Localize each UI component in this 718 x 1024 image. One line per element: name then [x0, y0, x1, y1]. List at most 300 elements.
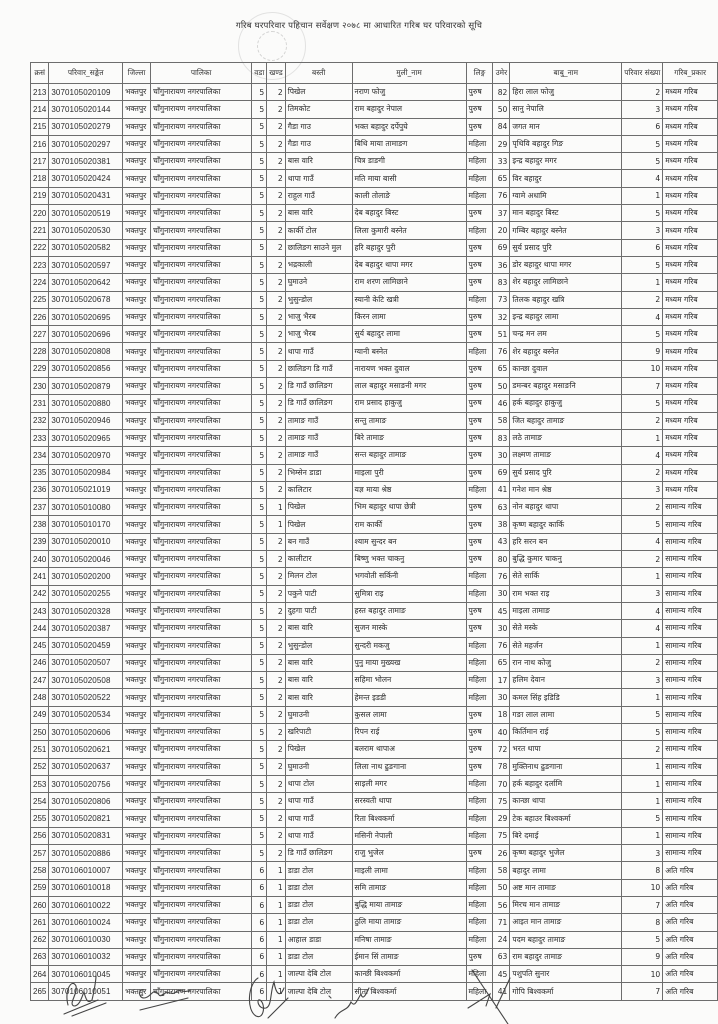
cell-head-name: हस्त बहादुर तामाङ [352, 602, 466, 619]
cell-district: भक्तपुर [123, 914, 151, 931]
cell-family-size: 2 [622, 654, 663, 671]
cell-ward: 5 [252, 516, 267, 533]
cell-poverty-type: मध्यम गरिब [663, 187, 718, 204]
cell-gender: महिला [466, 931, 493, 948]
cell-family-size: 7 [622, 378, 663, 395]
cell-head-name: रिपन राई [352, 723, 466, 740]
cell-ward: 6 [252, 879, 267, 896]
cell-family-size: 5 [622, 326, 663, 343]
cell-poverty-type: अति गरिब [663, 862, 718, 879]
cell-family-size: 1 [622, 429, 663, 446]
cell-household-code: 3070105020519 [49, 205, 123, 222]
cell-household-code: 3070105020621 [49, 741, 123, 758]
cell-settlement: पिखेल [285, 499, 352, 516]
cell-municipality: चाँगुनारायण नगरपालिका [151, 810, 252, 827]
cell-block: 2 [267, 101, 286, 118]
cell-serial: 243 [31, 602, 49, 619]
cell-household-code: 3070105020886 [49, 845, 123, 862]
cell-municipality: चाँगुनारायण नगरपालिका [151, 948, 252, 965]
cell-district: भक्तपुर [123, 845, 151, 862]
cell-gender: महिला [466, 810, 493, 827]
cell-father-name: बहादुर लामा [510, 862, 622, 879]
cell-block: 2 [267, 810, 286, 827]
cell-settlement: डाडा टोल [285, 914, 352, 931]
cell-settlement: भुसुन्डोल [285, 637, 352, 654]
cell-settlement: गैडा गाउ [285, 135, 352, 152]
cell-age: 41 [493, 481, 510, 498]
cell-father-name: कान्छा थापा [510, 793, 622, 810]
household-table [30, 62, 718, 1001]
cell-gender: महिला [466, 914, 493, 931]
cell-district: भक्तपुर [123, 447, 151, 464]
cell-father-name: सेते मस्के [510, 620, 622, 637]
cell-age: 76 [493, 568, 510, 585]
cell-settlement: डि गाउँ छालिङग [285, 378, 352, 395]
cell-gender: महिला [466, 481, 493, 498]
cell-age: 73 [493, 291, 510, 308]
cell-serial: 219 [31, 187, 49, 204]
cell-district: भक्तपुर [123, 723, 151, 740]
cell-head-name: समि तामाङ [352, 879, 466, 896]
cell-district: भक्तपुर [123, 585, 151, 602]
cell-father-name: कमल सिंह इडिडि [510, 689, 622, 706]
cell-ward: 5 [252, 845, 267, 862]
cell-ward: 5 [252, 205, 267, 222]
cell-municipality: चाँगुनारायण नगरपालिका [151, 170, 252, 187]
cell-block: 2 [267, 568, 286, 585]
cell-district: भक्तपुर [123, 101, 151, 118]
cell-block: 2 [267, 291, 286, 308]
cell-ward: 6 [252, 914, 267, 931]
cell-gender: पुरुष [466, 378, 493, 395]
cell-ward: 5 [252, 378, 267, 395]
cell-settlement: तामाङ गाउँ [285, 447, 352, 464]
table-header-row [31, 63, 718, 84]
cell-age: 17 [493, 672, 510, 689]
cell-block: 2 [267, 360, 286, 377]
cell-serial: 233 [31, 429, 49, 446]
cell-serial: 239 [31, 533, 49, 550]
cell-head-name: राम प्रसाद हाकुजु [352, 395, 466, 412]
cell-district: भक्तपुर [123, 931, 151, 948]
cell-father-name: ग्वामे अधामि [510, 187, 622, 204]
cell-municipality: चाँगुनारायण नगरपालिका [151, 378, 252, 395]
table-row [31, 793, 718, 810]
cell-district: भक्तपुर [123, 862, 151, 879]
table-row [31, 879, 718, 896]
cell-head-name: पुनु माया मुख्यख [352, 654, 466, 671]
cell-age: 20 [493, 222, 510, 239]
table-row [31, 343, 718, 360]
cell-gender: पुरुष [466, 741, 493, 758]
cell-head-name: लिला कुमारी बस्नेत [352, 222, 466, 239]
cell-family-size: 6 [622, 118, 663, 135]
cell-district: भक्तपुर [123, 395, 151, 412]
cell-ward: 5 [252, 810, 267, 827]
cell-father-name: हर्क बहादुर दर्लामि [510, 775, 622, 792]
cell-household-code: 3070105020946 [49, 412, 123, 429]
cell-age: 65 [493, 170, 510, 187]
cell-age: 80 [493, 551, 510, 568]
cell-family-size: 2 [622, 412, 663, 429]
cell-block: 2 [267, 845, 286, 862]
cell-settlement: जाल्पा देबि टोल [285, 983, 352, 1000]
table-row [31, 118, 718, 135]
cell-ward: 5 [252, 481, 267, 498]
cell-settlement: बास वारि [285, 153, 352, 170]
cell-father-name: गनेश मान श्रेष्ठ [510, 481, 622, 498]
cell-father-name: जगत मान [510, 118, 622, 135]
cell-serial: 262 [31, 931, 49, 948]
cell-municipality: चाँगुनारायण नगरपालिका [151, 620, 252, 637]
cell-block: 2 [267, 308, 286, 325]
cell-municipality: चाँगुनारायण नगरपालिका [151, 516, 252, 533]
cell-ward: 5 [252, 585, 267, 602]
cell-municipality: चाँगुनारायण नगरपालिका [151, 274, 252, 291]
cell-ward: 5 [252, 256, 267, 273]
cell-ward: 5 [252, 689, 267, 706]
cell-settlement: भद्रकाली [285, 256, 352, 273]
cell-municipality: चाँगुनारायण नगरपालिका [151, 793, 252, 810]
cell-settlement: थापा गाउँ [285, 827, 352, 844]
cell-gender: पुरुष [466, 758, 493, 775]
cell-father-name: सानु नेपालि [510, 101, 622, 118]
cell-head-name: लिला नाथ ढुङगाना [352, 758, 466, 775]
cell-settlement: बास वारि [285, 672, 352, 689]
cell-ward: 5 [252, 84, 267, 101]
cell-district: भक्तपुर [123, 239, 151, 256]
cell-head-name: देब बहादुर बिस्ट [352, 205, 466, 222]
cell-gender: पुरुष [466, 101, 493, 118]
cell-municipality: चाँगुनारायण नगरपालिका [151, 551, 252, 568]
cell-district: भक्तपुर [123, 827, 151, 844]
cell-father-name: मान बहादुर बिस्ट [510, 205, 622, 222]
table-row [31, 378, 718, 395]
cell-poverty-type: मध्यम गरिब [663, 308, 718, 325]
cell-age: 30 [493, 620, 510, 637]
cell-father-name: गङा लाल लामा [510, 706, 622, 723]
cell-age: 43 [493, 533, 510, 550]
cell-age: 30 [493, 585, 510, 602]
cell-age: 84 [493, 118, 510, 135]
table-row [31, 551, 718, 568]
cell-household-code: 3070105020387 [49, 620, 123, 637]
cell-district: भक्तपुर [123, 793, 151, 810]
cell-family-size: 5 [622, 395, 663, 412]
cell-age: 45 [493, 966, 510, 983]
cell-gender: महिला [466, 222, 493, 239]
cell-household-code: 3070105020381 [49, 153, 123, 170]
cell-poverty-type: मध्यम गरिब [663, 395, 718, 412]
cell-municipality: चाँगुनारायण नगरपालिका [151, 447, 252, 464]
cell-poverty-type: सामान्य गरिब [663, 637, 718, 654]
table-row [31, 464, 718, 481]
table-row [31, 706, 718, 723]
cell-father-name: राम भक्त राइ [510, 585, 622, 602]
cell-family-size: 5 [622, 153, 663, 170]
cell-ward: 5 [252, 395, 267, 412]
cell-head-name: नारायण भक्त दुवाल [352, 360, 466, 377]
cell-serial: 246 [31, 654, 49, 671]
cell-poverty-type: मध्यम गरिब [663, 170, 718, 187]
cell-district: भक्तपुर [123, 879, 151, 896]
cell-municipality: चाँगुनारायण नगरपालिका [151, 827, 252, 844]
cell-poverty-type: सामान्य गरिब [663, 585, 718, 602]
cell-head-name: बिरे तामाङ [352, 429, 466, 446]
cell-settlement: गैडा गाउ [285, 118, 352, 135]
cell-municipality: चाँगुनारायण नगरपालिका [151, 429, 252, 446]
cell-poverty-type: मध्यम गरिब [663, 360, 718, 377]
cell-municipality: चाँगुनारायण नगरपालिका [151, 706, 252, 723]
cell-age: 41 [493, 983, 510, 1000]
column-header-age: उमेर [493, 63, 510, 84]
cell-family-size: 10 [622, 966, 663, 983]
cell-head-name: राम शरण लामिछाने [352, 274, 466, 291]
cell-gender: महिला [466, 291, 493, 308]
cell-block: 1 [267, 948, 286, 965]
cell-family-size: 3 [622, 481, 663, 498]
cell-municipality: चाँगुनारायण नगरपालिका [151, 256, 252, 273]
cell-family-size: 1 [622, 793, 663, 810]
cell-serial: 215 [31, 118, 49, 135]
table-row [31, 395, 718, 412]
cell-gender: पुरुष [466, 620, 493, 637]
cell-gender: पुरुष [466, 84, 493, 101]
cell-settlement: बास वारि [285, 654, 352, 671]
cell-municipality: चाँगुनारायण नगरपालिका [151, 689, 252, 706]
cell-family-size: 1 [622, 775, 663, 792]
column-header-poverty-type: गरिब_प्रकार [663, 63, 718, 84]
cell-gender: पुरुष [466, 447, 493, 464]
cell-household-code: 3070105020200 [49, 568, 123, 585]
cell-family-size: 2 [622, 464, 663, 481]
cell-family-size: 4 [622, 447, 663, 464]
cell-family-size: 2 [622, 84, 663, 101]
table-row [31, 914, 718, 931]
cell-settlement: पिखेल [285, 516, 352, 533]
cell-serial: 225 [31, 291, 49, 308]
cell-household-code: 3070105020424 [49, 170, 123, 187]
cell-gender: पुरुष [466, 256, 493, 273]
table-row [31, 637, 718, 654]
cell-district: भक्तपुर [123, 602, 151, 619]
document-title: गरिब घरपरिवार पहिचान सर्वेक्षण २०७८ मा आधारित गरिब घर परिवारको सूचि [235, 21, 483, 31]
cell-serial: 230 [31, 378, 49, 395]
cell-block: 2 [267, 343, 286, 360]
cell-municipality: चाँगुनारायण नगरपालिका [151, 931, 252, 948]
cell-municipality: चाँगुनारायण नगरपालिका [151, 637, 252, 654]
cell-block: 1 [267, 983, 286, 1000]
cell-block: 2 [267, 378, 286, 395]
cell-municipality: चाँगुनारायण नगरपालिका [151, 568, 252, 585]
cell-father-name: पशुपति सुनार [510, 966, 622, 983]
cell-family-size: 5 [622, 256, 663, 273]
cell-municipality: चाँगुनारायण नगरपालिका [151, 239, 252, 256]
cell-district: भक्तपुर [123, 896, 151, 913]
cell-serial: 214 [31, 101, 49, 118]
cell-ward: 5 [252, 637, 267, 654]
cell-block: 1 [267, 499, 286, 516]
table-row [31, 585, 718, 602]
cell-municipality: चाँगुनारायण नगरपालिका [151, 481, 252, 498]
cell-gender: पुरुष [466, 723, 493, 740]
cell-head-name: बिथि माया तामाङग [352, 135, 466, 152]
cell-household-code: 3070106010007 [49, 862, 123, 879]
cell-block: 2 [267, 326, 286, 343]
cell-father-name: नोन बहादुर थापा [510, 499, 622, 516]
table-row [31, 84, 718, 101]
cell-municipality: चाँगुनारायण नगरपालिका [151, 326, 252, 343]
table-row [31, 931, 718, 948]
cell-head-name: स्यानी केटि खत्री [352, 291, 466, 308]
cell-district: भक्तपुर [123, 326, 151, 343]
cell-ward: 5 [252, 187, 267, 204]
signature-1 [58, 970, 128, 1020]
cell-gender: पुरुष [466, 516, 493, 533]
cell-head-name: भिम बहादुर थापा छेत्री [352, 499, 466, 516]
cell-municipality: चाँगुनारायण नगरपालिका [151, 395, 252, 412]
cell-father-name: गोपि बिश्वकर्मा [510, 983, 622, 1000]
cell-block: 2 [267, 672, 286, 689]
cell-settlement: बन गाउँ [285, 533, 352, 550]
cell-head-name: माइला पुरी [352, 464, 466, 481]
cell-block: 2 [267, 222, 286, 239]
cell-age: 37 [493, 205, 510, 222]
cell-father-name: डमन्बर बहादुर मसाङनि [510, 378, 622, 395]
cell-municipality: चाँगुनारायण नगरपालिका [151, 914, 252, 931]
cell-settlement: बास वारि [285, 205, 352, 222]
cell-father-name: अष्ट मान तामाङ [510, 879, 622, 896]
cell-household-code: 3070105020534 [49, 706, 123, 723]
cell-age: 69 [493, 464, 510, 481]
cell-ward: 5 [252, 360, 267, 377]
cell-ward: 5 [252, 170, 267, 187]
cell-block: 1 [267, 862, 286, 879]
cell-gender: पुरुष [466, 464, 493, 481]
cell-head-name: बिष्णु भक्त चाकनु [352, 551, 466, 568]
table-row [31, 308, 718, 325]
cell-household-code: 3070105020046 [49, 551, 123, 568]
cell-block: 2 [267, 205, 286, 222]
cell-age: 24 [493, 931, 510, 948]
cell-family-size: 3 [622, 585, 663, 602]
cell-poverty-type: मध्यम गरिब [663, 481, 718, 498]
cell-household-code: 3070105020530 [49, 222, 123, 239]
cell-district: भक्तपुर [123, 758, 151, 775]
cell-father-name: इन्द्र बहादुर मगर [510, 153, 622, 170]
cell-settlement: तामाङ गाउँ [285, 429, 352, 446]
cell-settlement: भुसुन्डोल [285, 291, 352, 308]
cell-head-name: हरि बहादुर पुरी [352, 239, 466, 256]
cell-household-code: 3070105020821 [49, 810, 123, 827]
cell-municipality: चाँगुनारायण नगरपालिका [151, 412, 252, 429]
cell-ward: 5 [252, 499, 267, 516]
cell-settlement: पिखेल [285, 84, 352, 101]
table-row [31, 948, 718, 965]
cell-gender: पुरुष [466, 845, 493, 862]
cell-gender: पुरुष [466, 551, 493, 568]
cell-ward: 5 [252, 827, 267, 844]
cell-district: भक्तपुर [123, 256, 151, 273]
cell-settlement: मिलन टोल [285, 568, 352, 585]
cell-district: भक्तपुर [123, 706, 151, 723]
cell-serial: 217 [31, 153, 49, 170]
cell-gender: महिला [466, 672, 493, 689]
table-row [31, 187, 718, 204]
cell-age: 46 [493, 395, 510, 412]
cell-age: 50 [493, 378, 510, 395]
cell-block: 1 [267, 516, 286, 533]
cell-poverty-type: मध्यम गरिब [663, 256, 718, 273]
column-header-head-name: मुली_नाम [352, 63, 466, 84]
cell-block: 2 [267, 551, 286, 568]
cell-block: 2 [267, 585, 286, 602]
cell-ward: 6 [252, 983, 267, 1000]
cell-family-size: 6 [622, 239, 663, 256]
cell-district: भक्तपुर [123, 481, 151, 498]
cell-household-code: 3070105020606 [49, 723, 123, 740]
cell-municipality: चाँगुनारायण नगरपालिका [151, 343, 252, 360]
cell-father-name: लक्ष्मण तामाङ [510, 447, 622, 464]
cell-settlement: छालिङग साउने मुल [285, 239, 352, 256]
cell-father-name: डोर बहादुर थापा मगर [510, 256, 622, 273]
cell-ward: 6 [252, 862, 267, 879]
cell-municipality: चाँगुनारायण नगरपालिका [151, 533, 252, 550]
cell-settlement: डि गाउँ छालिङग [285, 395, 352, 412]
cell-ward: 5 [252, 153, 267, 170]
cell-block: 1 [267, 896, 286, 913]
cell-serial: 245 [31, 637, 49, 654]
cell-household-code: 3070105020879 [49, 378, 123, 395]
cell-age: 26 [493, 845, 510, 862]
signature-4 [325, 978, 385, 1024]
cell-block: 2 [267, 84, 286, 101]
cell-father-name: कृष्ण बहादुर कार्कि [510, 516, 622, 533]
table-row [31, 845, 718, 862]
cell-age: 65 [493, 654, 510, 671]
cell-block: 2 [267, 689, 286, 706]
cell-settlement: पिखेल [285, 741, 352, 758]
cell-gender: महिला [466, 983, 493, 1000]
cell-settlement: खरिपाटी [285, 723, 352, 740]
table-row [31, 516, 718, 533]
cell-ward: 5 [252, 551, 267, 568]
cell-municipality: चाँगुनारायण नगरपालिका [151, 775, 252, 792]
cell-household-code: 3070105020459 [49, 637, 123, 654]
cell-ward: 6 [252, 896, 267, 913]
cell-settlement: दुहगा पाटी [285, 602, 352, 619]
cell-ward: 5 [252, 533, 267, 550]
cell-gender: पुरुष [466, 118, 493, 135]
cell-father-name: पदम बहादुर तामाङ [510, 931, 622, 948]
cell-ward: 5 [252, 308, 267, 325]
cell-gender: पुरुष [466, 326, 493, 343]
cell-municipality: चाँगुनारायण नगरपालिका [151, 187, 252, 204]
cell-father-name: इन्द्र बहादुर लामा [510, 308, 622, 325]
table-body [31, 84, 718, 1001]
cell-gender: पुरुष [466, 533, 493, 550]
cell-serial: 229 [31, 360, 49, 377]
table-row [31, 810, 718, 827]
cell-head-name: कान्छी बिश्वकर्मा [352, 966, 466, 983]
cell-settlement: थापा गाउँ [285, 343, 352, 360]
cell-municipality: चाँगुनारायण नगरपालिका [151, 101, 252, 118]
cell-district: भक्तपुर [123, 672, 151, 689]
cell-block: 2 [267, 481, 286, 498]
cell-age: 76 [493, 637, 510, 654]
table-row [31, 222, 718, 239]
cell-district: भक्तपुर [123, 429, 151, 446]
